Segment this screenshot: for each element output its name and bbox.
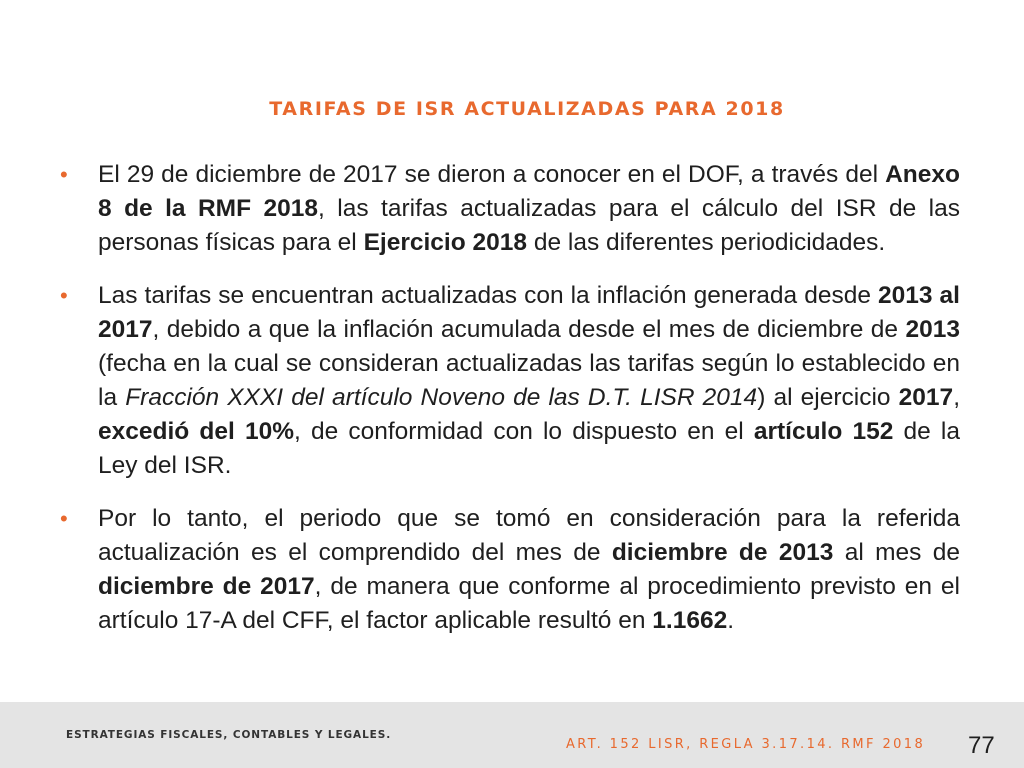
slide-title: TARIFAS DE ISR ACTUALIZADAS PARA 2018: [269, 98, 785, 120]
text-segment: Por lo tanto, el periodo que se tomó en consideración para la referida actualización es el comprendido del mes de: [98, 505, 960, 566]
text-segment: , de manera que conforme al procedimiento previsto en el artículo 17-A del CFF, el factor aplicable resultó en: [98, 573, 960, 634]
bullet-item: [60, 158, 960, 260]
bullet-text: [98, 282, 960, 479]
text-segment: , de conformidad con lo dispuesto en el: [293, 418, 754, 445]
bullet-item: [60, 279, 960, 483]
text-segment-italic: Fracción XXXI del artículo Noveno de las D.T. LISR 2014: [125, 384, 758, 411]
text-segment-bold: Anexo 8 de la RMF 2018: [98, 161, 960, 222]
text-segment-bold: diciembre de 2017: [98, 573, 315, 600]
text-segment: ,: [953, 384, 960, 411]
text-segment: .: [727, 607, 735, 634]
footer-bar: [0, 702, 1024, 768]
text-segment: , debido a que la inflación acumulada desde el mes de diciembre de: [152, 316, 906, 343]
text-segment: Las tarifas se encuentran actualizadas con la inflación generada desde: [98, 282, 879, 309]
text-segment-bold: Ejercicio 2018: [363, 229, 528, 256]
bullet-dot-icon: •: [60, 506, 68, 531]
bullet-text: [98, 161, 960, 256]
text-segment: El 29 de diciembre de 2017 se dieron a conocer en el DOF, a través del: [98, 161, 886, 188]
text-segment-bold: 2013: [905, 316, 960, 343]
bullet-dot-icon: •: [60, 162, 68, 187]
text-segment-bold: 2017: [898, 384, 954, 411]
text-segment: ) al ejercicio: [757, 384, 899, 411]
text-segment: (fecha en la cual se consideran actualizadas las tarifas según lo establecido en la: [98, 350, 960, 411]
bullet-list: [60, 158, 960, 657]
text-segment: de la Ley del ISR.: [98, 418, 960, 479]
text-segment: de las diferentes periodicidades.: [527, 229, 886, 256]
footer-company-name: ESTRATEGIAS FISCALES, CONTABLES Y LEGALES.: [66, 729, 392, 741]
text-segment-bold: 2013 al 2017: [98, 282, 960, 343]
bullet-item: [60, 502, 960, 638]
text-segment: al mes de: [833, 539, 961, 566]
text-segment-bold: excedió del 10%: [98, 418, 294, 445]
bullet-dot-icon: •: [60, 283, 68, 308]
text-segment-bold: diciembre de 2013: [611, 539, 834, 566]
footer-legal-reference: ART. 152 LISR, REGLA 3.17.14. RMF 2018: [566, 737, 926, 752]
bullet-text: [98, 505, 960, 634]
page-number: 77: [968, 732, 995, 759]
text-segment-bold: 1.1662: [652, 607, 728, 634]
text-segment: , las tarifas actualizadas para el cálculo del ISR de las personas físicas para el: [98, 195, 960, 256]
text-segment-bold: artículo 152: [753, 418, 894, 445]
